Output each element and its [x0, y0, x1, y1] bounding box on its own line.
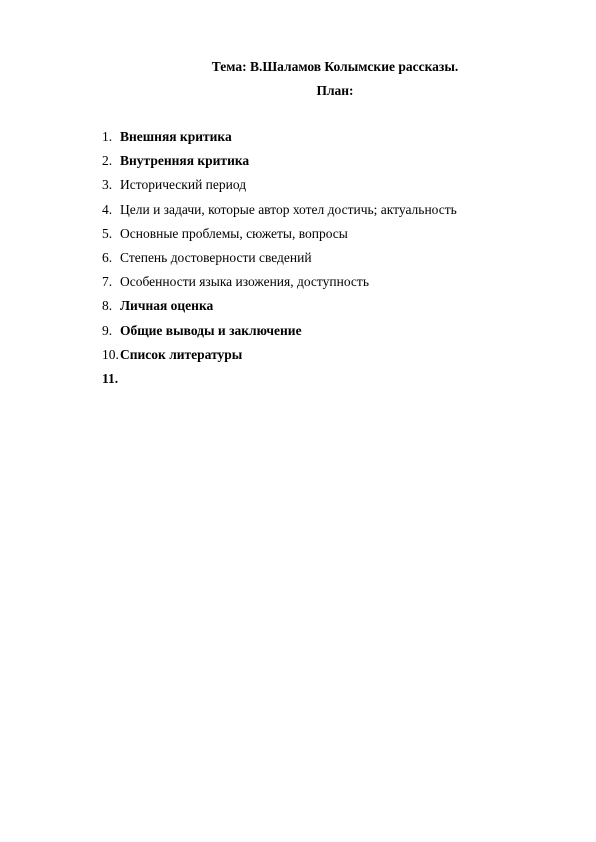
- plan-item: [102, 128, 457, 152]
- document-subtitle: План:: [316, 83, 354, 98]
- plan-item-text: Список литературы: [120, 346, 243, 362]
- plan-item: [102, 201, 457, 225]
- plan-list: [102, 128, 457, 394]
- plan-item-text: Исторический период: [120, 177, 247, 193]
- plan-item-number: 4.: [102, 201, 113, 217]
- plan-item: [102, 322, 457, 346]
- plan-item-number: 3.: [102, 177, 113, 193]
- plan-item-number: 6.: [102, 249, 113, 265]
- plan-item-number: 8.: [102, 298, 113, 314]
- plan-item-text: Внутренняя критика: [120, 153, 250, 169]
- plan-item-text: Особенности языка изожения, доступность: [120, 274, 369, 290]
- plan-item: [102, 370, 457, 394]
- plan-item-text: Внешняя критика: [120, 129, 232, 144]
- plan-item-number: 7.: [102, 274, 113, 290]
- plan-item: [102, 152, 457, 176]
- plan-item: [102, 273, 457, 297]
- plan-item-text: Личная оценка: [120, 298, 214, 314]
- plan-item: [102, 225, 457, 249]
- plan-item-number: 1.: [102, 129, 113, 144]
- plan-item-number: 10.: [102, 346, 119, 362]
- plan-item-text: Общие выводы и заключение: [120, 322, 302, 338]
- plan-item-text: Степень достоверности сведений: [120, 249, 312, 265]
- plan-item: [102, 249, 457, 273]
- plan-item-number: 2.: [102, 153, 113, 169]
- plan-item-number: 5.: [102, 225, 113, 241]
- plan-item: [102, 297, 457, 321]
- plan-item-number: 11.: [102, 370, 119, 386]
- document-title: Тема: В.Шаламов Колымские рассказы.: [211, 59, 459, 74]
- plan-item-text: Цели и задачи, которые автор хотел достичь; актуальность: [120, 201, 457, 217]
- plan-item: [102, 176, 457, 200]
- plan-item-text: Основные проблемы, сюжеты, вопросы: [120, 225, 348, 241]
- plan-item-number: 9.: [102, 322, 113, 338]
- plan-item: [102, 346, 457, 370]
